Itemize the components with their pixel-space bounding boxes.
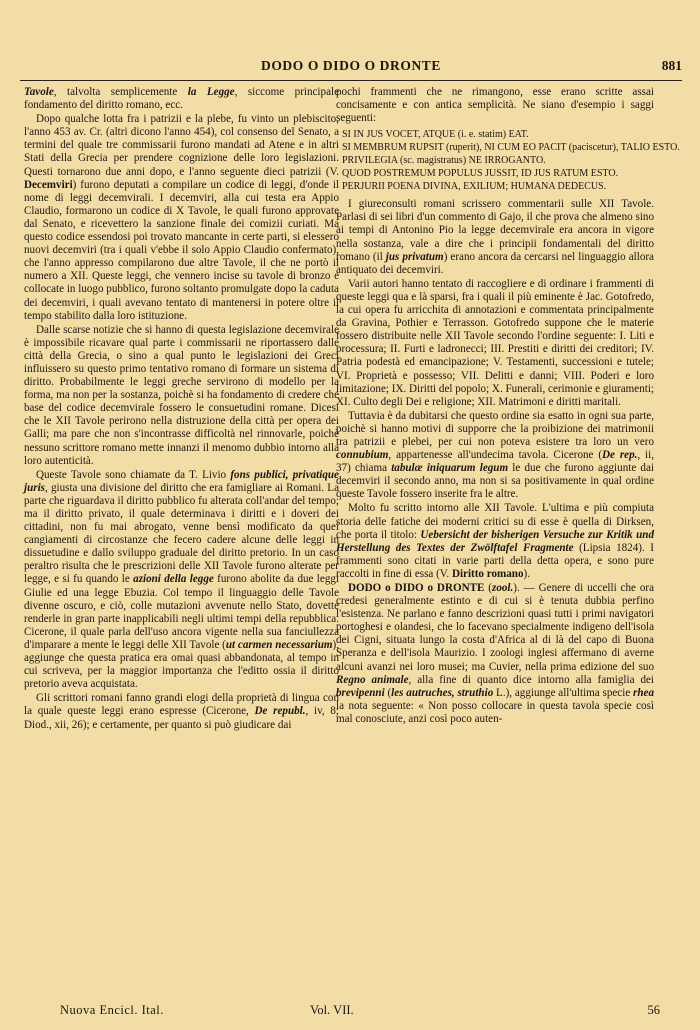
emphasized-text: Decemviri: [24, 178, 73, 191]
text-run: Varii autori hanno tentato di raccogliere e di ordinare i frammenti di queste leggi qua e là sparsi, fra i quali il più eminente è Jac. Gotofredo, la cui opera fu arricchita di annotazioni e commentata principalmente da Gravina, Pothier e Terrasson. Gotofredo suppone che le materie fossero distribuite nelle XII Tavole secondo l'ordine seguente: I. Liti e processura; II. Furti e ladronecci; III. Prestiti e diritti dei creditori; IV. Patria podestà ed emancipazione; V. Testamenti, successioni e tutele; VI. Proprietà e possesso; VII. Delitti e danni; VIII. Poderi e loro limitazione; IX. Diritti del popolo; X. Funerali, cerimonie e giuramenti; XI. Culto degli Dei e religione; XII. Matrimoni e diritti maritali.: [336, 277, 654, 408]
text-run: pochi frammenti che ne rimangono, esse erano scritte assai concisamente e con antica semplicità. Ne siano d'esempio i saggi seguenti:: [336, 86, 654, 125]
quotation-line: PRIVILEGIA (sc. magistratus) NE IRROGANTO.: [342, 155, 546, 167]
emphasized-text: azioni della legge: [133, 573, 214, 586]
volume-number: Vol. VII.: [310, 1003, 354, 1017]
quotation-line: PERJURII POENA DIVINA, EXILIUM; HUMANA DEDECUS.: [342, 181, 607, 193]
quotation-line: QUOD POSTREMUM POPULUS JUSSIT, ID JUS RATUM ESTO.: [342, 168, 619, 180]
paragraph: [24, 469, 339, 692]
text-run: I giureconsulti romani scrissero commentarii sulle XII Tavole. Parlasi di sei libri d'un commento di Gajo, il che prova che almeno sino ai tempi di Antonino Pio la legge decemvirale era ancora in vigore nella sostanza, vale a dire che i principii fondamentali del diritto romano (il: [336, 198, 654, 263]
emphasized-text: DODO o DIDO o DRONTE: [348, 582, 485, 594]
text-run: (: [484, 582, 492, 594]
text-run: ) erano ancora da cercarsi nel linguaggio allora antiquato dei decemviri.: [336, 250, 654, 276]
text-run: , iv, 8; Diod., xii, 26); e certamente, per quanto si può giudicare dai: [24, 705, 340, 731]
text-run: , siccome principale fondamento del diritto romano, ecc.: [24, 86, 339, 112]
text-run: ).: [523, 567, 530, 580]
text-run: ). — Genere di uccelli che ora credesi generalmente estinto e di cui si è tenuta dubbia perfino l'esistenza. Ne parlano e fanno descrizioni quasi tutti i primi navigatori portoghesi e olandesi, che lo facevano specialmente indigeno dell'isola dei Cigni, situata lungo la costa d'Africa al di là del capo di Buona Speranza e dell'isola Maurizio. I zoologi inglesi affermano di averne alcuni avanzi nei loro musei; ma Cuvier, nella prima edizione del suo: [336, 582, 655, 673]
text-run: , giusta una divisione del diritto che era famigliare ai Romani. La parte che riguardava il diritto pubblico fu alterata coll'andar del tempo; ma il diritto privato, il quale determinava i diritti e i doveri dei cittadini, non fu mai abrogato, venne bensì modificato da quei cangiamenti di circostanze che fecero cadere alcune delle leggi in dissuetudine e dallo sviluppo graduale del diritto pretorio. In un caso peraltro risulta che le prescrizioni delle XII Tavole furono alterate per legge, e si fu quando le: [24, 481, 339, 586]
emphasized-text: brevipenni: [336, 686, 385, 699]
text-run: L.), aggiunge all'ultima specie: [493, 686, 634, 699]
right-column: [336, 86, 680, 727]
text-run: , appartenesse all'undecima tavola. Cicerone (: [388, 449, 603, 462]
emphasized-text: Uebersicht der bisherigen Versuche zur Kritik und Herstellung des Textes der Zwölftafel Fragmente: [336, 528, 654, 554]
emphasized-text: Regno animale: [336, 673, 409, 686]
text-run: (: [384, 686, 392, 699]
paragraph: [336, 502, 654, 581]
entry-dodo: [336, 582, 654, 726]
paragraph: [24, 324, 339, 468]
emphasized-text: les autruches, struthio: [391, 686, 494, 699]
paragraph: [336, 86, 654, 125]
running-title: DODO O DIDO O DRONTE: [260, 58, 441, 73]
paragraph: [336, 198, 654, 277]
page-number: 881: [661, 58, 682, 73]
text-run: Gli scrittori romani fanno grandi elogi della proprietà di lingua con la quale queste leggi erano espresse (Cicerone,: [24, 692, 339, 718]
emphasized-text: connubium: [336, 449, 389, 462]
text-run: , talvolta semplicemente: [53, 86, 188, 98]
publication-name: Nuova Encicl. Ital.: [60, 1003, 164, 1017]
emphasized-text: De republ.: [254, 705, 306, 718]
emphasized-text: fons publici, privatique juris: [24, 468, 339, 494]
emphasized-text: jus privatum: [385, 250, 444, 263]
quotation-line: SI MEMBRUM RUPSIT (ruperit), NI CUM EO PACIT (paciscetur), TALIO ESTO.: [342, 142, 680, 154]
law-quotations: [342, 128, 680, 193]
text-run: Dopo qualche lotta fra i patrizii e la plebe, fu vinto un plebiscito, l'anno 453 av. Cr. (altri dicono l'anno 454), col consenso del Senato, a termini del quale tre commissarii furono mandati ad Atene e in altri Stati della Grecia per prendere cognizione delle loro legislazioni. Questi tornarono due anni dopo, e l'anno seguente dieci patrizii (V.: [24, 113, 339, 178]
emphasized-text: tabulæ iniquarum legum: [391, 462, 509, 475]
text-run: la nota seguente: « Non posso collocare in questa tavola specie così mal conosciute, anzi così poco auten-: [336, 699, 654, 725]
text-run: , ii, 37) chiama: [336, 449, 654, 475]
text-run: le due che furono aggiunte dai decemviri il secondo anno, ma non si sa positivamente in qual ordine queste Tavole fossero inserite fra le altre.: [336, 462, 654, 501]
text-run: furono abolite da due leggi Giulie ed una legge Ebuzia. Col tempo il linguaggio delle Tavole divenne oscuro, e ciò, colle mutazioni avvenute nello Stato, dovette renderle in gran parte inapplicabili negli ultimi tempi della repubblica. Cicerone, il quale parla dell'uso ancora vigente nella sua fanciullezza d'imparare a mente le leggi delle XII Tavole (: [24, 573, 339, 651]
text-run: Dalle scarse notizie che si hanno di questa legislazione decemvirale è impossibile ricavare qual parte i commissarii ne riportassero dalle città della Grecia, o sino a qual punto le legislazioni dei Greci influissero su questo primo tentativo romano di formare un sistema di diritto. Probabilmente le leggi greche servirono di modello per la forma, ma non per la sostanza, poichè si ha fondamento di credere che base del codice decemvirale fossero le consuetudini romane. Dicesi che le XII Tavole perirono nella distruzione della città per opera dei Galli; ma pare che non s'incontrasse difficoltà nel rinnovarle, poichè nessuno scrittore romano mette innanzi il menomo dubbio intorno alla loro autenticità.: [24, 323, 339, 467]
text-run: ) furono deputati a compilare un codice di leggi, d'onde il nome di leggi decemvirali. I decemviri, alla cui testa era Appio Claudio, formarono un codice di X Tavole, le quali furono approvate dal Senato, e ricevettero la sanzione finale dei comizii curiati. Ma questo codice essendosi poi trovato mancante in certe parti, si elessero nuovi decemviri (tra i quali v'ebbe il solo Appio Claudio confermato), che l'anno appresso compilarono due altre Tavole, il che ne portò il numero a XII. Queste leggi, che vennero incise su tavole di bronzo e collocate in luogo pubblico, furono soltanto promulgate dopo la caduta dei decemviri, i quali avevano tentato di mantenersi in potere oltre il tempo stabilito dalla loro istituzione.: [24, 178, 339, 322]
text-run: Molto fu scritto intorno alle XII Tavole. L'ultima e più compiuta storia delle fatiche dei moderni critici su di esse è quella di Dirksen, che porta il titolo:: [336, 502, 654, 541]
paragraph: [24, 692, 339, 731]
left-column: [24, 86, 339, 733]
quotation-line: SI IN JUS VOCET, ATQUE (i. e. statim) EAT.: [342, 129, 529, 141]
emphasized-text: la Legge: [187, 86, 235, 98]
emphasized-text: Diritto romano: [451, 567, 524, 580]
text-run: Tuttavia è da dubitarsi che questo ordine sia esatto in ogni sua parte, poichè si hanno motivi di supporre che la proibizione dei matrimonii tra patrizii e plebei, per cui non poteva esistere tra loro un vero: [336, 409, 654, 448]
sheet-number: 56: [647, 1003, 660, 1017]
paragraph: [336, 278, 654, 409]
emphasized-text: rhea: [633, 686, 654, 699]
emphasized-text: zool.: [492, 582, 514, 594]
paragraph: [24, 86, 339, 112]
paragraph: [24, 113, 339, 323]
emphasized-text: ut carmen necessarium: [225, 638, 333, 651]
paragraph: [336, 410, 654, 502]
text-run: (Lipsia 1824). I frammenti sono citati in varie parti della detta opera, e sono pure raccolti in fine di essa (V.: [336, 541, 655, 580]
emphasized-text: Tavole: [24, 86, 54, 98]
text-run: ), aggiunge che questa pratica era omai quasi abbandonata, al tempo in cui scriveva, per la maggior importanza che l'editto ossia il diritto pretorio aveva acquistata.: [24, 638, 339, 691]
text-run: Queste Tavole sono chiamate da T. Livio: [36, 468, 231, 481]
text-run: , alla fine di quanto dice intorno alla famiglia dei: [408, 673, 655, 686]
page-header: [20, 56, 682, 81]
emphasized-text: De rep.: [602, 449, 638, 462]
